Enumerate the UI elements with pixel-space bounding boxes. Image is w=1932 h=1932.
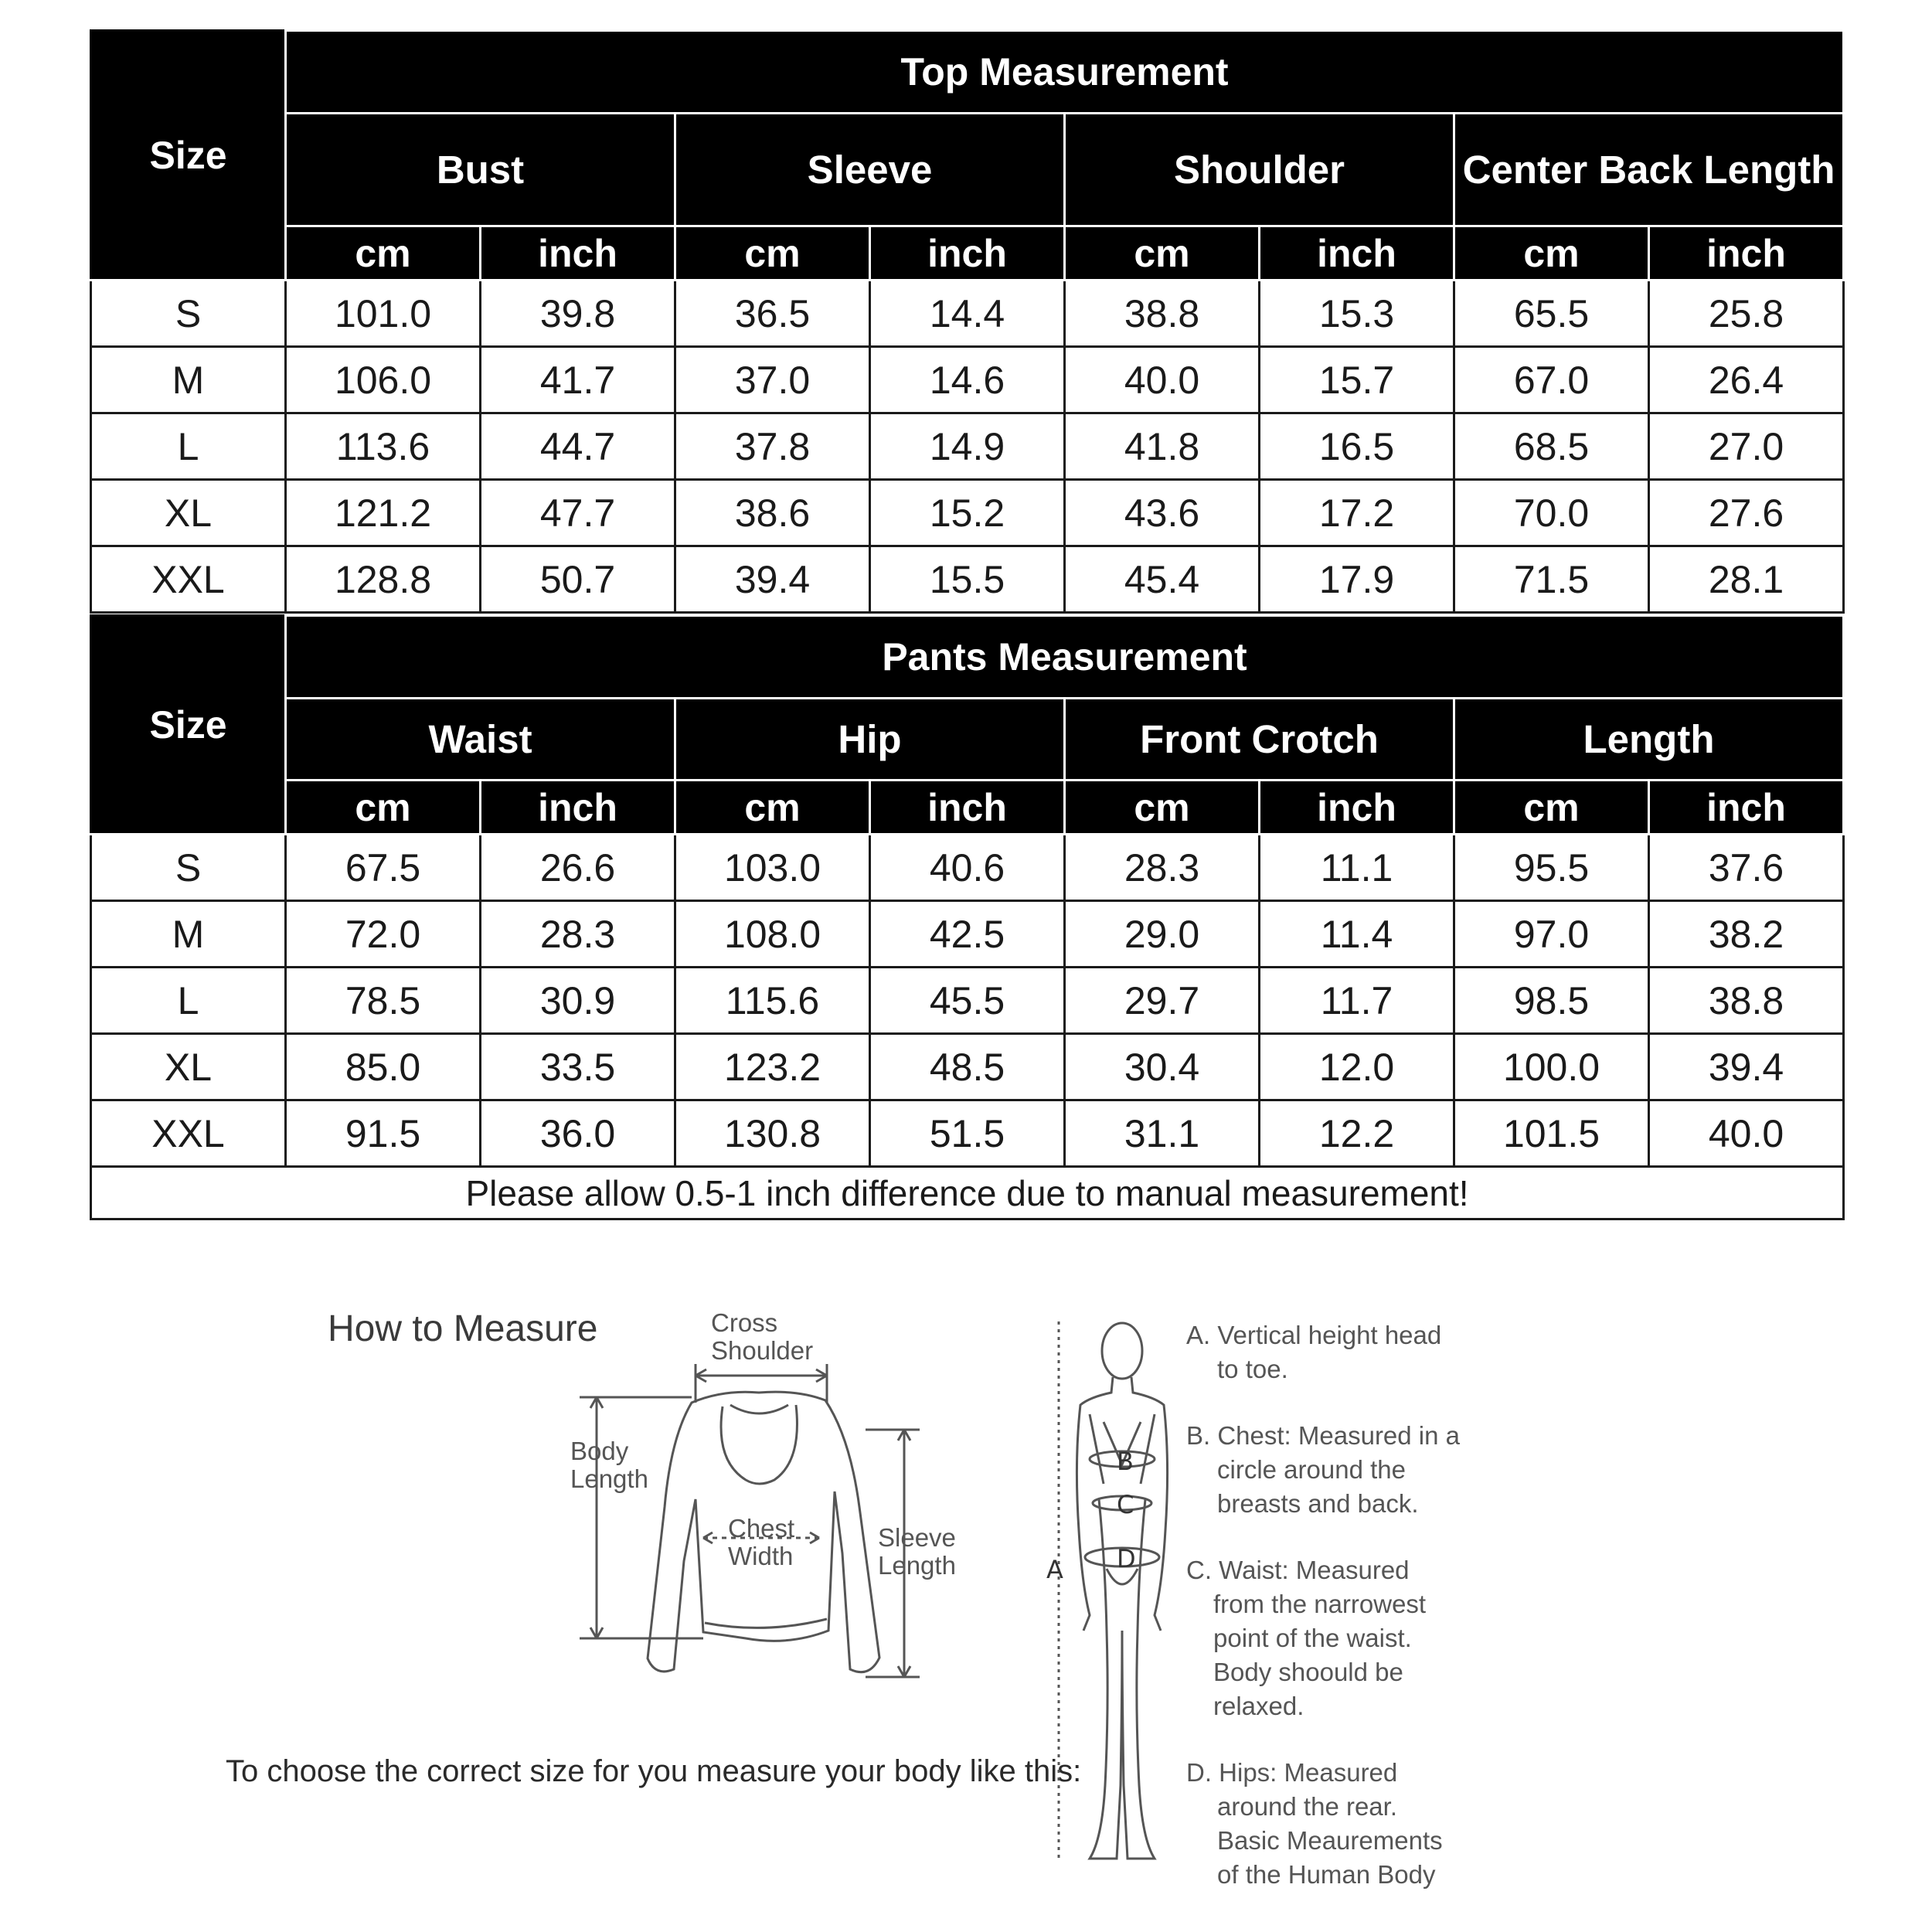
measurement-cell: 39.4: [1649, 1034, 1844, 1100]
measurement-cell: 11.1: [1260, 835, 1454, 901]
measurement-cell: 39.4: [675, 546, 870, 613]
measurement-cell: 121.2: [286, 480, 481, 546]
measurement-cell: 40.6: [870, 835, 1065, 901]
measurement-cell: 29.0: [1065, 901, 1260, 968]
measurement-cell: 50.7: [481, 546, 675, 613]
unit-header: inch: [870, 781, 1065, 835]
measurement-cell: 40.0: [1065, 347, 1260, 413]
measurement-cell: 95.5: [1454, 835, 1649, 901]
legend-line: breasts and back.: [1217, 1489, 1419, 1518]
measurement-cell: 48.5: [870, 1034, 1065, 1100]
measurement-cell: 12.2: [1260, 1100, 1454, 1167]
measurement-cell: 11.7: [1260, 968, 1454, 1034]
size-cell: XXL: [91, 1100, 286, 1167]
measurement-cell: 70.0: [1454, 480, 1649, 546]
unit-header: inch: [1260, 781, 1454, 835]
measurement-cell: 106.0: [286, 347, 481, 413]
measurement-cell: 26.4: [1649, 347, 1844, 413]
measurement-cell: 40.0: [1649, 1100, 1844, 1167]
legend-item-b: [1186, 1419, 1460, 1521]
measurement-cell: 123.2: [675, 1034, 870, 1100]
unit-header: cm: [675, 226, 870, 281]
cross-shoulder-label-line: Shoulder: [711, 1336, 814, 1365]
size-cell: L: [91, 968, 286, 1034]
size-cell: S: [91, 281, 286, 347]
legend-line: C. Waist: Measured: [1186, 1556, 1410, 1584]
table-row: [91, 968, 1844, 1034]
size-cell: M: [91, 901, 286, 968]
measurement-cell: 42.5: [870, 901, 1065, 968]
legend-item-c: [1186, 1553, 1426, 1723]
group-header-shoulder: Shoulder: [1065, 114, 1454, 226]
measurement-cell: 15.7: [1260, 347, 1454, 413]
choose-size-instruction: To choose the correct size for you measure your body like this:: [226, 1754, 1082, 1788]
legend-item-d: [1186, 1756, 1443, 1892]
measurement-cell: 38.2: [1649, 901, 1844, 968]
unit-header: cm: [1454, 226, 1649, 281]
measurement-cell: 38.8: [1649, 968, 1844, 1034]
figure-letter-d: D: [1117, 1544, 1136, 1573]
measurement-cell: 78.5: [286, 968, 481, 1034]
measurement-cell: 15.2: [870, 480, 1065, 546]
table-row: [91, 413, 1844, 480]
how-to-measure-title: How to Measure: [328, 1308, 598, 1349]
size-cell: XL: [91, 480, 286, 546]
table-row: [91, 835, 1844, 901]
measurement-cell: 11.4: [1260, 901, 1454, 968]
measurement-cell: 33.5: [481, 1034, 675, 1100]
legend-line: point of the waist.: [1213, 1624, 1412, 1652]
measurement-cell: 41.8: [1065, 413, 1260, 480]
measurement-cell: 44.7: [481, 413, 675, 480]
legend-line: from the narrowest: [1213, 1590, 1427, 1618]
size-header: Size: [91, 31, 286, 281]
measurement-cell: 28.3: [1065, 835, 1260, 901]
measurement-cell: 41.7: [481, 347, 675, 413]
legend-line: to toe.: [1217, 1355, 1288, 1383]
measurement-cell: 31.1: [1065, 1100, 1260, 1167]
measurement-cell: 130.8: [675, 1100, 870, 1167]
unit-header: inch: [1260, 226, 1454, 281]
table-row: [91, 546, 1844, 613]
size-cell: XXL: [91, 546, 286, 613]
table-row: [91, 901, 1844, 968]
unit-header: cm: [1065, 781, 1260, 835]
figure-letter-c: C: [1117, 1490, 1134, 1519]
measurement-cell: 17.2: [1260, 480, 1454, 546]
unit-header: cm: [286, 226, 481, 281]
sweater-diagram-icon: [556, 1306, 989, 1708]
unit-header: cm: [1065, 226, 1260, 281]
measurement-cell: 26.6: [481, 835, 675, 901]
measurement-cell: 85.0: [286, 1034, 481, 1100]
cross-shoulder-label: [711, 1309, 813, 1365]
legend-line: of the Human Body: [1217, 1860, 1436, 1889]
measurement-cell: 14.9: [870, 413, 1065, 480]
legend-line: Body shoould be: [1213, 1658, 1403, 1686]
group-header-waist: Waist: [286, 699, 675, 781]
body-length-label-line: Body: [570, 1437, 629, 1465]
unit-header: inch: [1649, 226, 1844, 281]
legend-line: D. Hips: Measured: [1186, 1758, 1398, 1787]
measurement-cell: 72.0: [286, 901, 481, 968]
measurement-cell: 28.1: [1649, 546, 1844, 613]
measurement-cell: 100.0: [1454, 1034, 1649, 1100]
group-header-sleeve: Sleeve: [675, 114, 1065, 226]
sleeve-length-label: [878, 1524, 956, 1580]
figure-letter-a: A: [1046, 1555, 1063, 1584]
group-header-bust: Bust: [286, 114, 675, 226]
measurement-cell: 37.0: [675, 347, 870, 413]
measurement-cell: 36.5: [675, 281, 870, 347]
group-header-front-crotch: Front Crotch: [1065, 699, 1454, 781]
sleeve-length-label-line: Sleeve: [878, 1523, 956, 1552]
measurement-cell: 17.9: [1260, 546, 1454, 613]
group-header-center-back-length: Center Back Length: [1454, 114, 1844, 226]
measurement-cell: 113.6: [286, 413, 481, 480]
measurement-cell: 15.5: [870, 546, 1065, 613]
sleeve-length-label-line: Length: [878, 1551, 956, 1580]
table-row: [91, 1034, 1844, 1100]
measurement-cell: 101.5: [1454, 1100, 1649, 1167]
group-header-length: Length: [1454, 699, 1844, 781]
top-measurement-table: [90, 29, 1845, 614]
measurement-cell: 71.5: [1454, 546, 1649, 613]
measurement-cell: 47.7: [481, 480, 675, 546]
legend-line: circle around the: [1217, 1455, 1406, 1484]
unit-header: inch: [1649, 781, 1844, 835]
legend-item-a: [1186, 1318, 1441, 1386]
unit-header: cm: [675, 781, 870, 835]
pants-measurement-title: Pants Measurement: [286, 616, 1844, 699]
chest-width-label: [728, 1515, 794, 1570]
top-measurement-title: Top Measurement: [286, 31, 1844, 114]
unit-header: cm: [1454, 781, 1649, 835]
human-body-figure-icon: [1043, 1306, 1182, 1878]
body-length-label-line: Length: [570, 1464, 648, 1493]
measurement-cell: 27.0: [1649, 413, 1844, 480]
legend-line: B. Chest: Measured in a: [1186, 1421, 1461, 1450]
legend-line: A. Vertical height head: [1186, 1321, 1442, 1349]
cross-shoulder-label-line: Cross: [711, 1308, 778, 1337]
pants-measurement-table: [90, 614, 1845, 1220]
measurement-cell: 37.6: [1649, 835, 1844, 901]
figure-letter-b: B: [1117, 1447, 1134, 1476]
unit-header: inch: [481, 781, 675, 835]
measurement-cell: 51.5: [870, 1100, 1065, 1167]
measurement-cell: 98.5: [1454, 968, 1649, 1034]
size-cell: S: [91, 835, 286, 901]
table-row: [91, 347, 1844, 413]
legend-line: around the rear.: [1217, 1792, 1397, 1821]
table-row: [91, 281, 1844, 347]
measurement-cell: 108.0: [675, 901, 870, 968]
measurement-cell: 30.4: [1065, 1034, 1260, 1100]
unit-header: inch: [481, 226, 675, 281]
table-row: [91, 480, 1844, 546]
measurement-cell: 68.5: [1454, 413, 1649, 480]
measurement-cell: 14.4: [870, 281, 1065, 347]
measurement-cell: 67.0: [1454, 347, 1649, 413]
chest-width-label-line: Chest: [728, 1514, 795, 1543]
measurement-cell: 15.3: [1260, 281, 1454, 347]
size-header: Size: [91, 616, 286, 835]
measurement-cell: 38.8: [1065, 281, 1260, 347]
measurement-note: Please allow 0.5-1 inch difference due to manual measurement!: [91, 1167, 1844, 1219]
measurement-cell: 38.6: [675, 480, 870, 546]
measurement-cell: 12.0: [1260, 1034, 1454, 1100]
measurement-cell: 27.6: [1649, 480, 1844, 546]
measurement-cell: 14.6: [870, 347, 1065, 413]
measurement-cell: 28.3: [481, 901, 675, 968]
body-length-label: [570, 1437, 648, 1493]
measurement-cell: 37.8: [675, 413, 870, 480]
measurement-cell: 101.0: [286, 281, 481, 347]
measurement-cell: 97.0: [1454, 901, 1649, 968]
measurement-cell: 16.5: [1260, 413, 1454, 480]
size-cell: XL: [91, 1034, 286, 1100]
chest-width-label-line: Width: [728, 1542, 794, 1570]
legend-line: Basic Meaurements: [1217, 1826, 1443, 1855]
group-header-hip: Hip: [675, 699, 1065, 781]
table-row: [91, 1100, 1844, 1167]
measurement-cell: 39.8: [481, 281, 675, 347]
measurement-cell: 67.5: [286, 835, 481, 901]
measurement-cell: 43.6: [1065, 480, 1260, 546]
measurement-cell: 45.5: [870, 968, 1065, 1034]
measurement-cell: 29.7: [1065, 968, 1260, 1034]
measurement-cell: 65.5: [1454, 281, 1649, 347]
unit-header: cm: [286, 781, 481, 835]
measurement-cell: 36.0: [481, 1100, 675, 1167]
size-cell: M: [91, 347, 286, 413]
legend-line: relaxed.: [1213, 1692, 1304, 1720]
size-cell: L: [91, 413, 286, 480]
measurement-cell: 30.9: [481, 968, 675, 1034]
measurement-cell: 115.6: [675, 968, 870, 1034]
measurement-cell: 45.4: [1065, 546, 1260, 613]
measurement-cell: 25.8: [1649, 281, 1844, 347]
measurement-cell: 128.8: [286, 546, 481, 613]
measurement-cell: 103.0: [675, 835, 870, 901]
measurement-cell: 91.5: [286, 1100, 481, 1167]
unit-header: inch: [870, 226, 1065, 281]
